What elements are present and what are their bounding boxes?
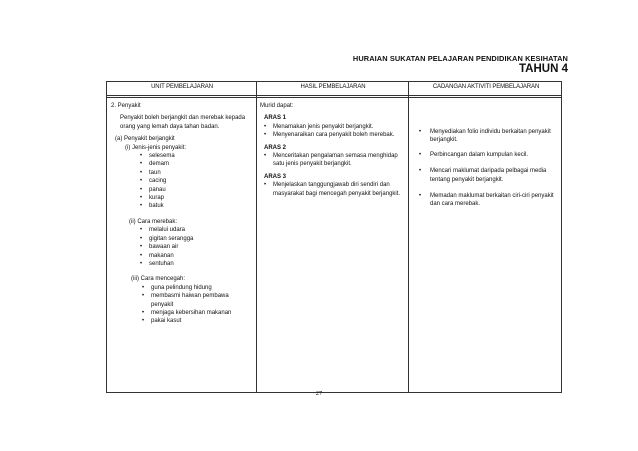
column-header-unit: UNIT PEMBELAJARAN xyxy=(151,84,213,90)
list-item: • Menamakan jenis penyakit berjangkit. xyxy=(264,123,405,131)
list-item: • Perbincangan dalam kumpulan kecil. xyxy=(419,151,557,159)
hasil-intro: Murid dapat: xyxy=(260,103,294,109)
column-header-cadangan: CADANGAN AKTIVITI PEMBELAJARAN xyxy=(432,84,540,90)
activities-list xyxy=(419,128,557,209)
column-divider xyxy=(408,82,409,392)
unit-intro: Penyakit boleh berjangkit dan merebak kepada orang yang lemah daya tahan badan. xyxy=(120,115,246,130)
list-item: • membasmi haiwan pembawa penyakit xyxy=(142,292,242,309)
aras-2-list xyxy=(264,152,405,169)
unit-iii-title: (iii) Cara mencegah: xyxy=(131,276,186,283)
unit-sub-a: (a) Penyakit berjangkit xyxy=(115,136,175,143)
syllabus-table xyxy=(106,81,562,393)
list-item: • Menceritakan pengalaman semasa menghidap satu jenis penyakit berjangkit. xyxy=(264,152,405,169)
aras-3-list xyxy=(264,181,405,198)
unit-ii-title: (ii) Cara merebak: xyxy=(129,218,178,225)
column-header-hasil: HASIL PEMBELAJARAN xyxy=(300,84,366,90)
aras-1-list xyxy=(264,123,405,140)
list-item: • taun xyxy=(140,169,253,177)
document-header-year: TAHUN 4 xyxy=(519,63,568,75)
aras-3-title: ARAS 3 xyxy=(264,173,287,180)
document-header-title: HURAIAN SUKATAN PELAJARAN PENDIDIKAN KESIHATAN xyxy=(352,54,568,63)
list-item: • melalui udara xyxy=(140,226,253,234)
list-item: • selesema xyxy=(140,152,253,160)
list-item: • Memadan maklumat berkaitan ciri-ciri penyakit dan cara merebak. xyxy=(419,192,557,209)
cadangan-column-content xyxy=(419,128,557,209)
list-item: • Mencari maklumat daripada pelbagai media tentang penyakit berjangkit. xyxy=(419,167,557,184)
spread-methods-list xyxy=(111,226,253,268)
aras-2-title: ARAS 2 xyxy=(264,144,287,151)
column-divider xyxy=(256,82,257,392)
list-item: • cacing xyxy=(140,177,253,185)
list-item: • menjaga kebersihan makanan xyxy=(142,309,242,317)
aras-1-title: ARAS 1 xyxy=(264,115,287,122)
list-item: • sentuhan xyxy=(140,260,253,268)
list-item: • bawaan air xyxy=(140,243,253,251)
disease-types-list xyxy=(111,152,253,211)
hasil-column-content xyxy=(260,102,405,198)
list-item: • gigitan serangga xyxy=(140,235,253,243)
table-header-row xyxy=(107,82,561,98)
list-item: • pakai kasut xyxy=(142,317,242,325)
unit-i-title: (i) Jenis-jenis penyakit: xyxy=(125,144,187,151)
list-item: • guna pelindung hidung xyxy=(142,284,242,292)
list-item: • Menjelaskan tanggungjawab diri sendiri dan masyarakat bagi mencegah penyakit berjangkit. xyxy=(264,181,405,198)
list-item: • Menyediakan folio individu berkaitan penyakit berjangkit. xyxy=(419,128,557,145)
unit-heading: 2. Penyakit xyxy=(111,103,141,109)
list-item: • Menyenaraikan cara penyakit boleh merebak. xyxy=(264,131,405,139)
list-item: • demam xyxy=(140,160,253,168)
list-item: • kurap xyxy=(140,194,253,202)
list-item: • batuk xyxy=(140,202,253,210)
list-item: • panau xyxy=(140,186,253,194)
page-number: 27 xyxy=(315,390,323,397)
list-item: • makanan xyxy=(140,252,253,260)
prevention-list xyxy=(111,284,242,326)
unit-column-content xyxy=(111,102,253,326)
